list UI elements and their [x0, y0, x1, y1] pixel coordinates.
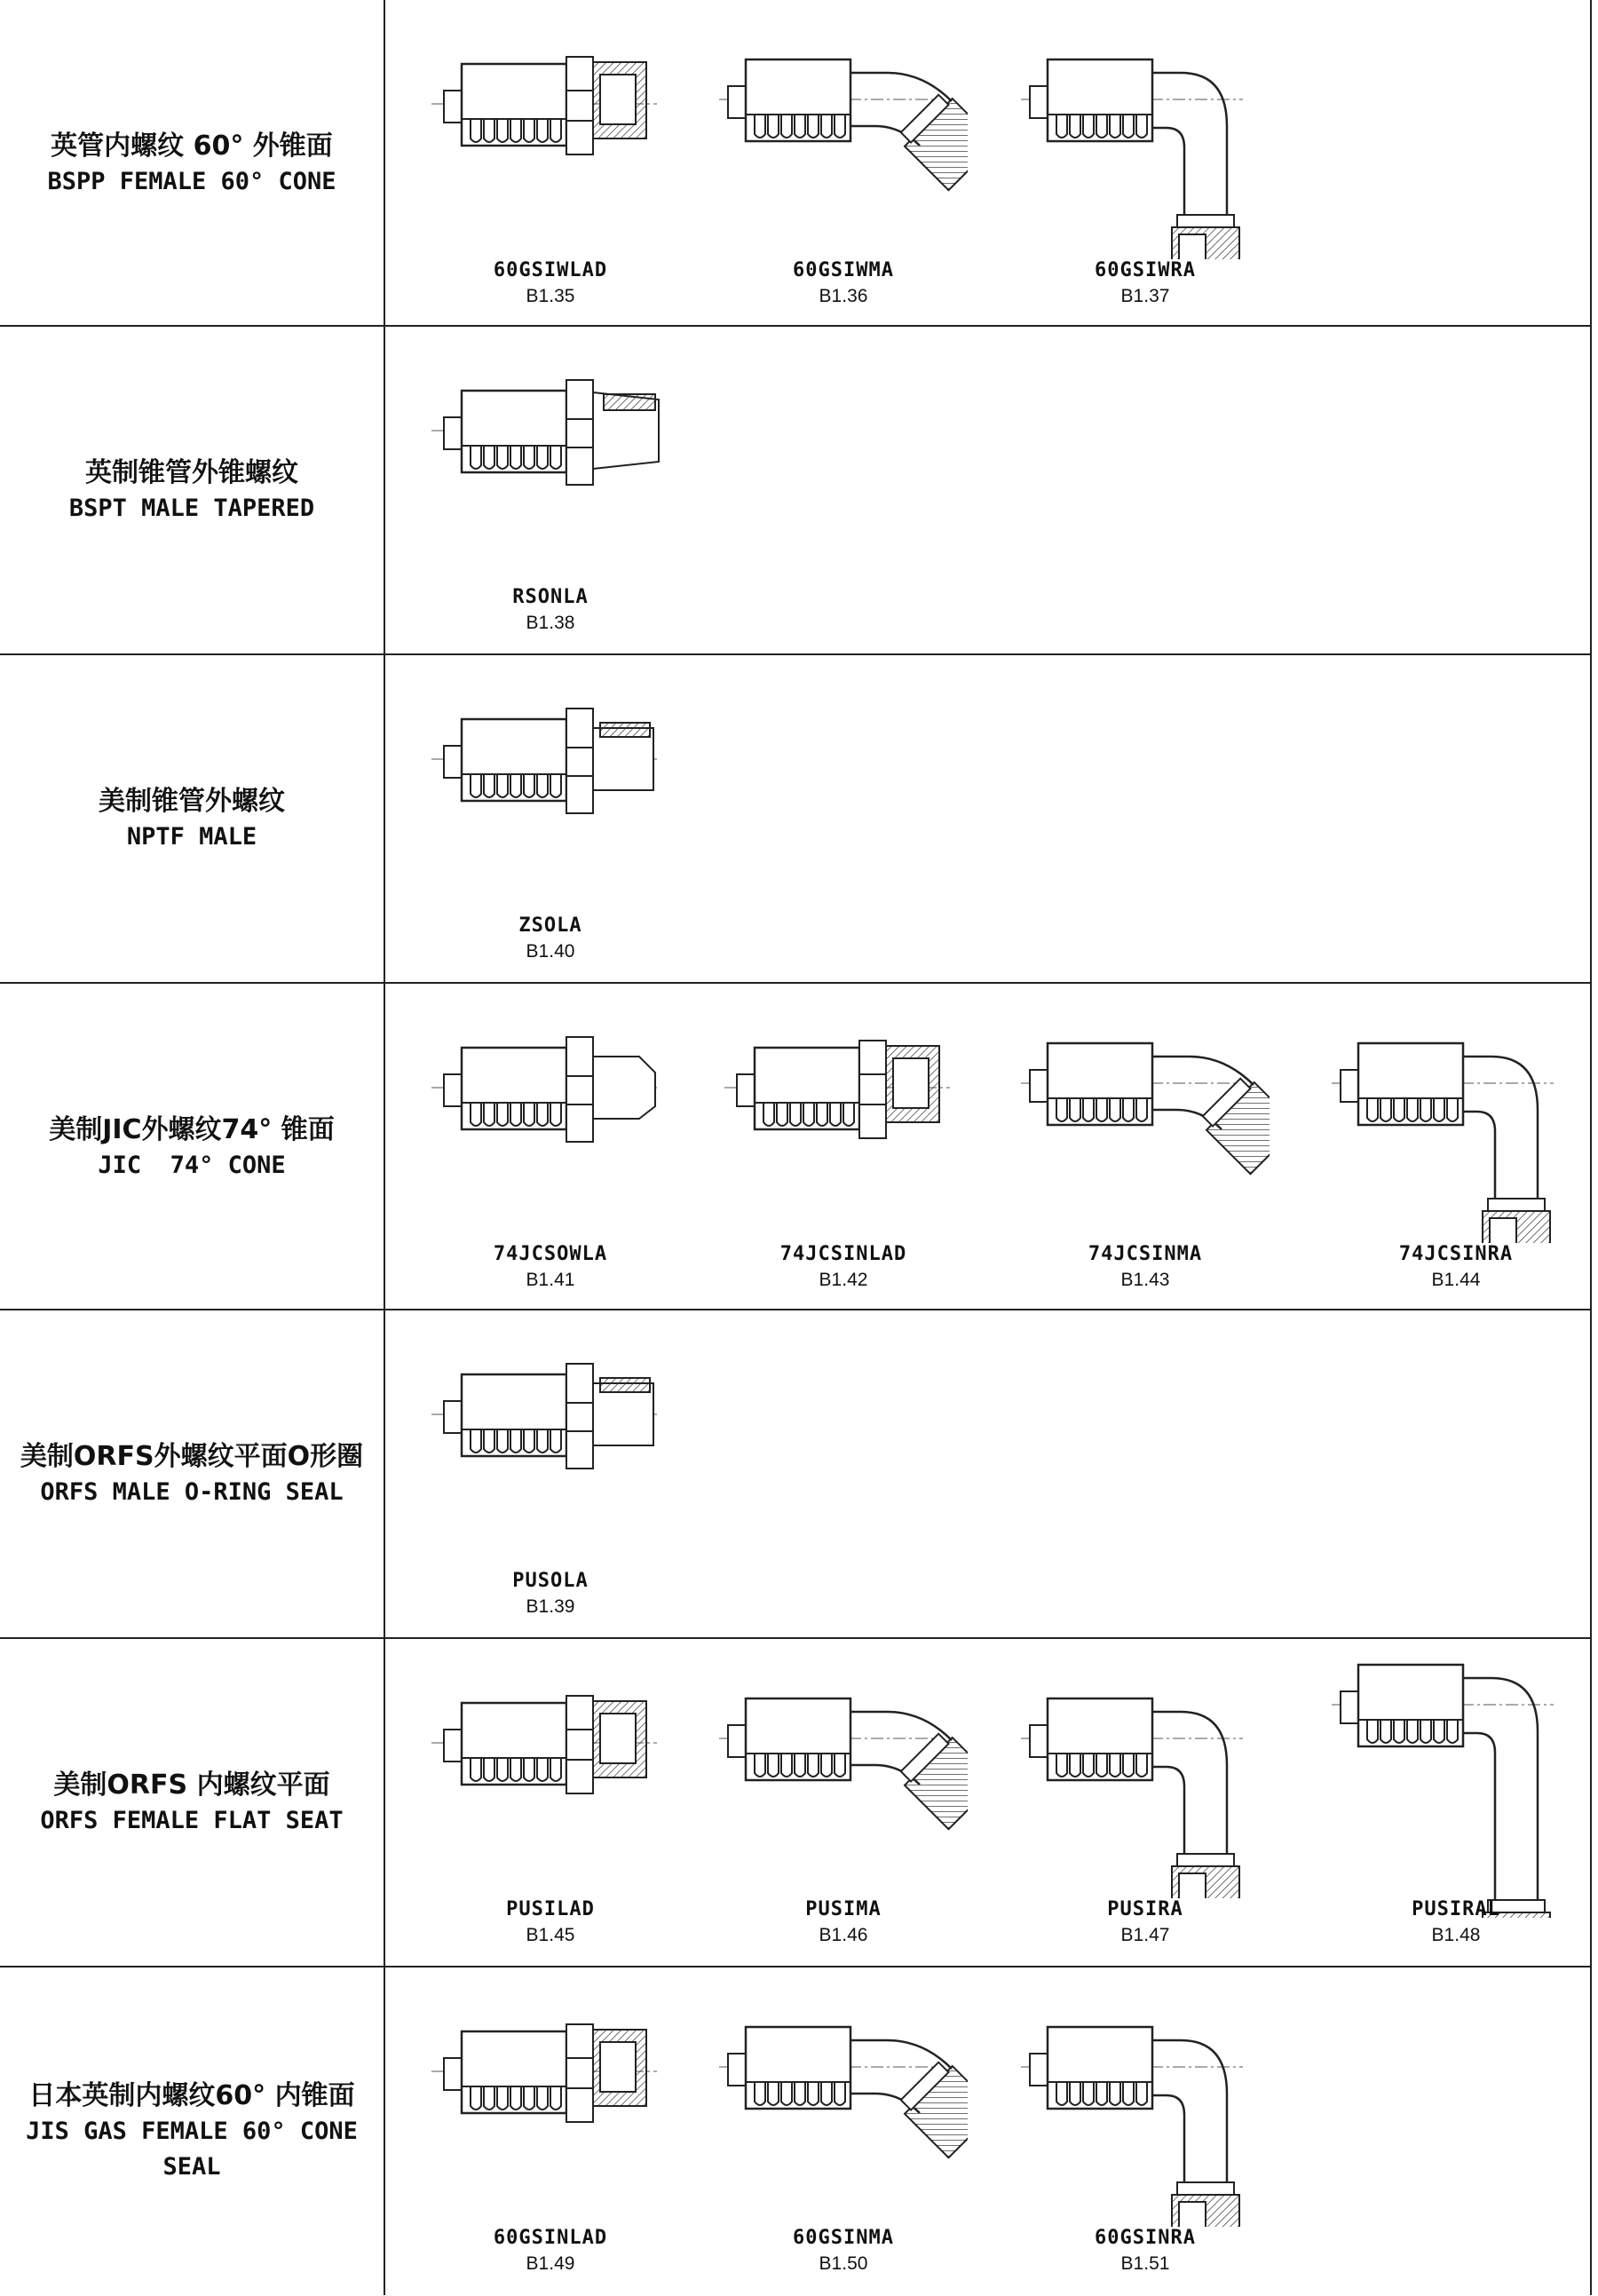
- category-name-en: BSPP FEMALE 60° CONE: [47, 168, 336, 195]
- part-code: 60GSIWRA: [1095, 259, 1196, 281]
- fitting-drawing-icon: [1021, 1030, 1270, 1243]
- fitting-drawing-icon: [1021, 1685, 1270, 1898]
- category-name-en: ORFS FEMALE FLAT SEAT: [40, 1807, 344, 1834]
- part-code: 60GSIWLAD: [493, 259, 608, 281]
- fitting-item[interactable]: [417, 1310, 684, 1639]
- fitting-item[interactable]: [417, 0, 684, 329]
- category-name-cn: 英管内螺纹 60° 外锥面: [51, 131, 333, 162]
- category-name-cn: 美制锥管外螺纹: [99, 786, 285, 817]
- row-category-label: [0, 984, 384, 1312]
- fitting-item[interactable]: [710, 1639, 977, 1967]
- page-reference: B1.50: [819, 2253, 868, 2274]
- catalog-row: [0, 0, 1598, 329]
- fitting-drawing-icon: [1021, 2014, 1270, 2227]
- category-name-en: NPTF MALE: [126, 823, 257, 851]
- fitting-drawing-icon: [719, 46, 968, 259]
- category-name-cn: 美制ORFS外螺纹平面O形圈: [20, 1441, 364, 1472]
- part-code: 74JCSINLAD: [779, 1243, 907, 1265]
- fitting-item[interactable]: [417, 1639, 684, 1967]
- fitting-item[interactable]: [417, 984, 684, 1312]
- catalog-row: [0, 327, 1598, 655]
- catalog-row: [0, 1310, 1598, 1639]
- catalog-row: [0, 1639, 1598, 1967]
- category-name-cn: 日本英制内螺纹60° 内锥面: [28, 2080, 355, 2111]
- fitting-item[interactable]: [417, 1967, 684, 2296]
- page-reference: B1.41: [526, 1270, 575, 1290]
- category-name-en: BSPT MALE TAPERED: [68, 495, 315, 522]
- part-code: 60GSINRA: [1095, 2227, 1196, 2249]
- category-name-en: JIC 74° CONE: [98, 1152, 286, 1179]
- page-reference: B1.47: [1120, 1925, 1170, 1945]
- fitting-drawing-icon: [426, 1357, 675, 1570]
- fitting-item[interactable]: [1012, 0, 1278, 329]
- page-reference: B1.42: [819, 1270, 868, 1290]
- page-reference: B1.45: [526, 1925, 575, 1945]
- fitting-item[interactable]: [1012, 984, 1278, 1312]
- fitting-drawing-icon: [426, 373, 675, 586]
- part-code: PUSIMA: [805, 1898, 882, 1920]
- part-code: 60GSINLAD: [493, 2227, 608, 2249]
- category-name-en: ORFS MALE O-RING SEAL: [40, 1478, 344, 1506]
- page-reference: B1.49: [526, 2253, 575, 2274]
- row-category-label: [0, 327, 384, 655]
- fitting-drawing-icon: [426, 701, 675, 914]
- row-category-label: [0, 1639, 384, 1967]
- catalog-row: [0, 1967, 1598, 2296]
- fitting-item[interactable]: [1323, 1639, 1589, 1967]
- row-category-label: [0, 655, 384, 984]
- part-code: PUSIRA: [1107, 1898, 1183, 1920]
- part-code: 60GSINMA: [793, 2227, 894, 2249]
- page-reference: B1.37: [1120, 286, 1170, 306]
- fitting-drawing-icon: [719, 1030, 968, 1243]
- category-name-cn: 美制JIC外螺纹74° 锥面: [49, 1114, 335, 1145]
- part-code: 60GSIWMA: [793, 259, 894, 281]
- category-name-cn: 英制锥管外锥螺纹: [85, 457, 298, 488]
- part-code: RSONLA: [512, 586, 589, 608]
- catalog-row: [0, 655, 1598, 984]
- page-reference: B1.40: [526, 941, 575, 962]
- part-code: PUSIRAL: [1412, 1898, 1500, 1920]
- part-code: 74JCSOWLA: [493, 1243, 608, 1265]
- catalog-row: [0, 984, 1598, 1312]
- fitting-drawing-icon: [719, 1685, 968, 1898]
- part-code: 74JCSINMA: [1088, 1243, 1203, 1265]
- page-reference: B1.39: [526, 1596, 575, 1617]
- category-name-en: JIS GAS FEMALE 60° CONE SEAL: [26, 2118, 373, 2181]
- page-reference: B1.48: [1431, 1925, 1481, 1945]
- page-reference: B1.36: [819, 286, 868, 306]
- part-code: ZSOLA: [518, 914, 582, 937]
- row-category-label: [0, 0, 384, 329]
- fitting-item[interactable]: [417, 655, 684, 984]
- page-reference: B1.46: [819, 1925, 868, 1945]
- fitting-drawing-icon: [719, 2014, 968, 2227]
- fitting-item[interactable]: [1323, 984, 1589, 1312]
- fitting-drawing-icon: [426, 2014, 675, 2227]
- page-reference: B1.38: [526, 613, 575, 633]
- fitting-item[interactable]: [1012, 1967, 1278, 2296]
- fitting-drawing-icon: [426, 1685, 675, 1898]
- page-reference: B1.43: [1120, 1270, 1170, 1290]
- page-reference: B1.35: [526, 286, 575, 306]
- fitting-drawing-icon: [426, 46, 675, 259]
- page-reference: B1.51: [1120, 2253, 1170, 2274]
- part-code: PUSOLA: [512, 1570, 589, 1592]
- part-code: PUSILAD: [506, 1898, 595, 1920]
- fitting-item[interactable]: [1012, 1639, 1278, 1967]
- fitting-drawing-icon: [1332, 1030, 1580, 1243]
- row-category-label: [0, 1310, 384, 1639]
- row-category-label: [0, 1967, 384, 2296]
- part-code: 74JCSINRA: [1398, 1243, 1514, 1265]
- fitting-drawing-icon: [1332, 1651, 1580, 1918]
- page-reference: B1.44: [1431, 1270, 1481, 1290]
- fitting-drawing-icon: [426, 1030, 675, 1243]
- fitting-drawing-icon: [1021, 46, 1270, 259]
- category-name-cn: 美制ORFS 内螺纹平面: [53, 1770, 330, 1801]
- fitting-item[interactable]: [710, 1967, 977, 2296]
- fitting-item[interactable]: [710, 984, 977, 1312]
- fitting-item[interactable]: [710, 0, 977, 329]
- fitting-item[interactable]: [417, 327, 684, 655]
